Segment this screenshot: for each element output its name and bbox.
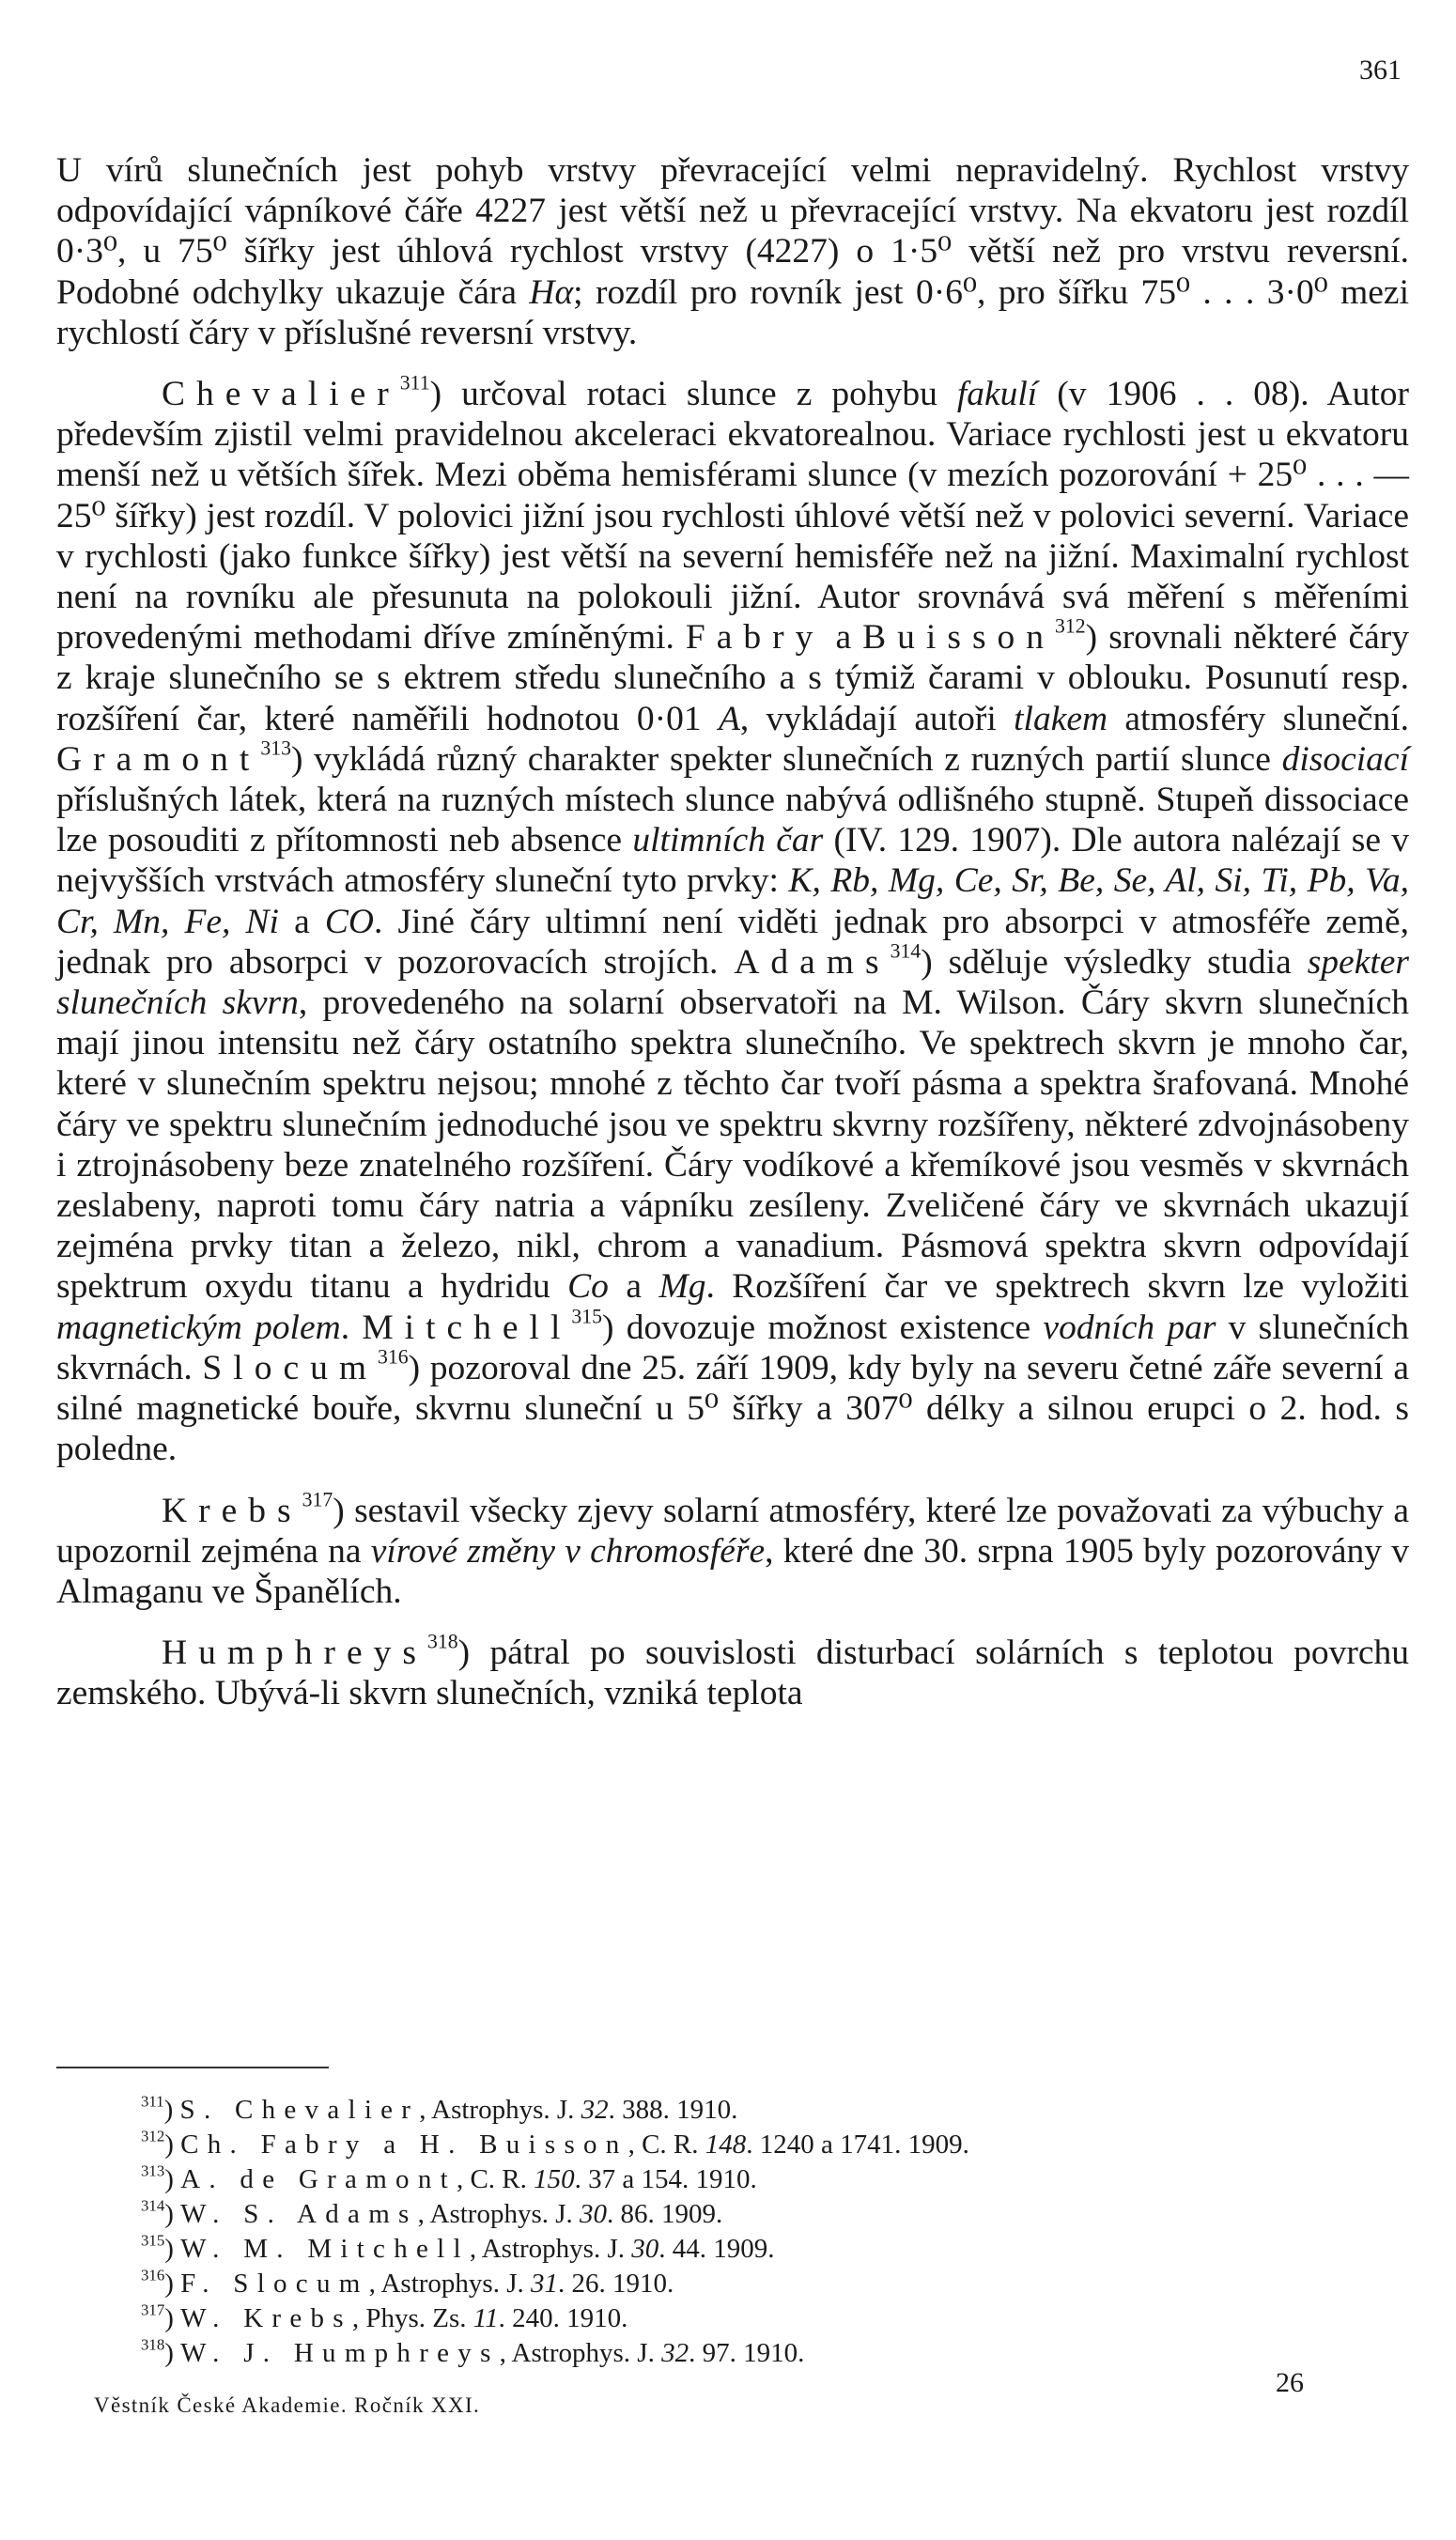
footnote: $^{312}$) Ch. Fabry a H. Buisson, C. R. 148. 1240 a 1741. 1909. <box>141 2127 969 2160</box>
paragraph-2: Chevalier$^{311}$) určoval rotaci slunce z pohybu fakulí (v 1906 . . 08). Autor především zjistil velmi pravidelnou akceleraci ekvatorealnou. Variace rychlosti jest u ekvatoru menší než u větších šířek. Mezi oběma hemisférami slunce (v mezích pozorování + 25⁰ . . . — 25⁰ šířky) jest rozdíl. V polovici jižní jsou rychlosti úhlové větší než v polovici severní. Variace v rychlosti (jako funkce šířky) jest větší na severní hemisféře než na jižní. Maximalní rychlost není na rovníku ale přesunuta na polokouli jižní. Autor srovnává svá měření s měřeními provedenými methodami dříve zmíněnými. Fabry a Buisson$^{312}$) srovnali některé čáry z kraje slunečního se s ektrem středu slunečního a s týmiž čarami v oblouku. Posunutí resp. rozšíření čar, které naměřili hodnotou 0·01 A, vykládají autoři tlakem atmosféry sluneční. Gramont$^{313}$) vykládá různý charakter spekter slunečních z ruzných partií slunce disociací příslušných látek, která na ruzných místech slunce nabývá odlišného stupně. Stupeň dissociace lze posouditi z přítomnosti neb absence ultimních čar (IV. 129. 1907). Dle autora nalézají se v nejvyšších vrstvách atmosféry sluneční tyto prvky: K, Rb, Mg, Ce, Sr, Be, Se, Al, Si, Ti, Pb, Va, Cr, Mn, Fe, Ni a CO. Jiné čáry ultimní není viděti jednak pro absorpci v atmosféře země, jednak pro absorpci v pozorovacích strojích. Adams$^{314}$) sděluje výsledky studia spekter slunečních skvrn, provedeného na solarní observatoři na M. Wilson. Čáry skvrn slunečních mají jinou intensitu než čáry ostatního spektra slunečního. Ve spektrech skvrn je mnoho čar, které v slunečním spektru nejsou; mnohé z těchto čar tvoří pásma a spektra šrafovaná. Mnohé čáry ve spektru slunečním jednoduché jsou ve spektru skvrny rozšířeny, některé zdvojnásobeny i ztrojnásobeny beze znatelného rozšíření. Čáry vodíkové a křemíkové jsou vesměs v skvrnách zeslabeny, naproti tomu čáry natria a vápníku zesíleny. Zveličené čáry ve skvrnách ukazují zejména prvky titan a železo, nikl, chrom a vanadium. Pásmová spektra skvrn odpovídají spektrum oxydu titanu a hydridu Co a Mg. Rozšíření čar ve spektrech skvrn lze vyložiti magnetickým polem. Mitchell$^{315}$) dovozuje možnost existence vodních par v slunečních skvrnách. Slocum$^{316}$) pozoroval dne 25. září 1909, kdy byly na severu četné záře severní a silné magnetické bouře, skvrnu sluneční u 5⁰ šířky a 307⁰ délky a silnou erupci o 2. hod. s poledne. <box>56 371 1410 1469</box>
footnote: $^{316}$) F. Slocum, Astrophys. J. 31. 26. 1910. <box>141 2266 674 2299</box>
author-adams: Adams <box>734 942 891 982</box>
footnote-ref-311: 311 <box>399 371 430 395</box>
footnote-ref-317: 317 <box>302 1488 333 1511</box>
author-slocum: Slocum <box>202 1348 379 1387</box>
footnote: $^{314}$) W. S. Adams, Astrophys. J. 30. 86. 1909. <box>141 2196 723 2229</box>
element-list: K, Rb, Mg, Ce, Sr, Be, Se, Al, Si, Ti, Pb, Va, Cr, Mn, Fe, Ni <box>56 861 1410 941</box>
author-fabry: Fabry <box>685 618 825 658</box>
footnote: $^{313}$) A. de Gramont, C. R. 150. 37 a 154. 1910. <box>141 2161 757 2194</box>
author-gramont: Gramont <box>56 739 261 779</box>
journal-footer: Věstník České Akademie. Ročník XXI. <box>94 2393 481 2417</box>
footnotes <box>141 2093 1362 2371</box>
footnote: $^{317}$) W. Krebs, Phys. Zs. 11. 240. 1910. <box>141 2300 628 2333</box>
footnote-ref-318: 318 <box>426 1630 458 1653</box>
paragraph-4: Humphreys$^{318}$) pátral po souvislosti disturbací solárních s teplotou povrchu zemského. Ubývá-li skvrn slunečních, vzniká teplota <box>56 1630 1409 1713</box>
author-mitchell: Mitchell <box>362 1308 572 1347</box>
footnote: $^{315}$) W. M. Mitchell, Astrophys. J. 30. 44. 1909. <box>141 2231 775 2264</box>
footnote-ref-313: 313 <box>260 736 291 760</box>
signature-mark: 26 <box>1276 2367 1304 2398</box>
footnote: $^{311}$) S. Chevalier, Astrophys. J. 32. 388. 1910. <box>141 2092 738 2125</box>
footnote-ref-314: 314 <box>890 939 922 963</box>
h-alpha-symbol: Hα <box>529 272 574 312</box>
footnote-ref-312: 312 <box>1055 614 1086 638</box>
footnote-divider <box>56 2067 329 2068</box>
author-krebs: Krebs <box>162 1491 302 1530</box>
footnote: $^{318}$) W. J. Humphreys, Astrophys. J. 32. 97. 1910. <box>141 2335 805 2368</box>
paragraph-3: Krebs$^{317}$) sestavil všecky zjevy solarní atmosféry, které lze považovati za výbuchy a upozornil zejména na vírové změny v chromosféře, které dne 30. srpna 1905 byly pozorovány v Almaganu ve Španělích. <box>56 1488 1410 1611</box>
body-text <box>56 150 1409 1714</box>
author-humphreys: Humphreys <box>162 1634 427 1673</box>
footnote-ref-316: 316 <box>378 1345 409 1369</box>
author-buisson: Buisson <box>862 618 1056 658</box>
footnote-ref-315: 315 <box>571 1305 602 1328</box>
paragraph-1: U vírů slunečních jest pohyb vrstvy převracející velmi nepravidelný. Rychlost vrstvy odpovídající vápníkové čáře 4227 jest větší než u převracející vrstvy. Na ekvatoru jest rozdíl 0·3⁰, u 75⁰ šířky jest úhlová rychlost vrstvy (4227) o 1·5⁰ větší než pro vrstvu reversní. Podobné odchylky ukazuje čára Hα; rozdíl pro rovník jest 0·6⁰, pro šířku 75⁰ . . . 3·0⁰ mezi rychlostí čáry v příslušné reversní vrstvy. <box>56 151 1409 352</box>
author-chevalier: Chevalier <box>162 375 400 414</box>
page-number: 361 <box>1359 54 1402 85</box>
